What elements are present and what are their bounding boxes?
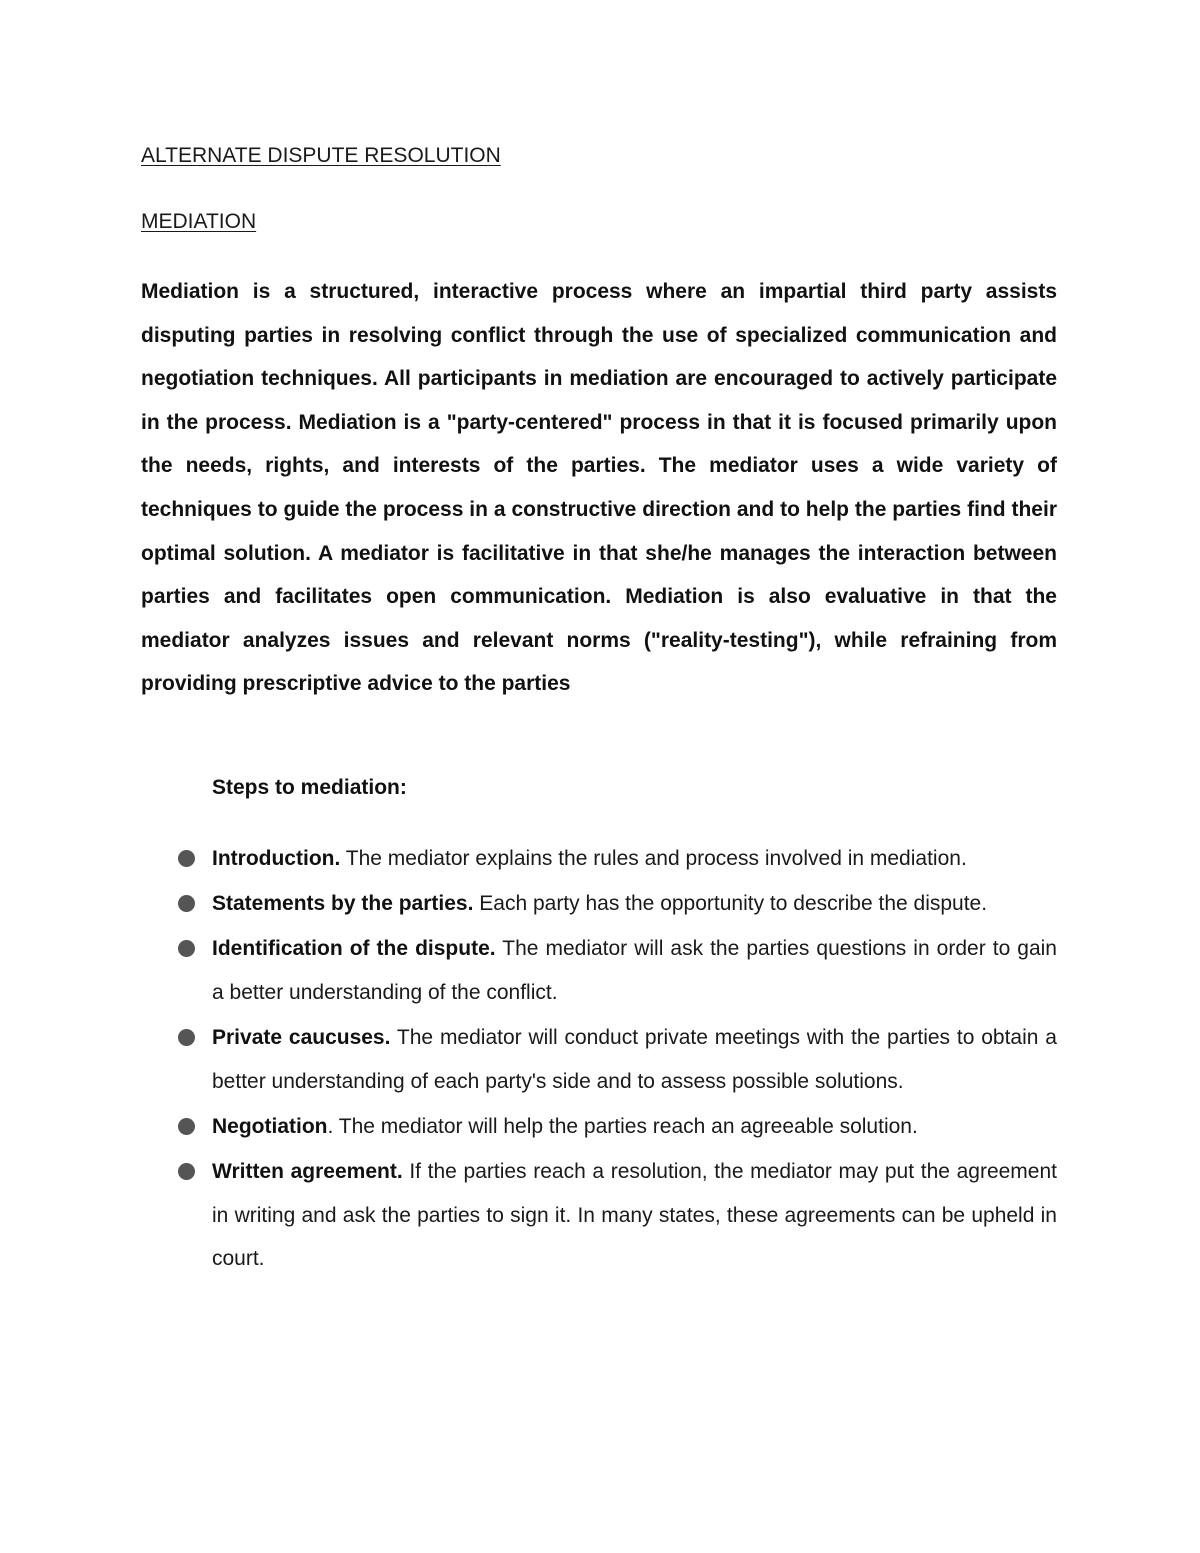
step-title: Written agreement. bbox=[212, 1160, 403, 1184]
step-title: Introduction. bbox=[212, 847, 341, 870]
step-text: The mediator will conduct private meetings with the parties to obtain a better understanding of each party's side and to assess possible solutions. bbox=[212, 1026, 1057, 1093]
steps-list bbox=[0, 837, 1200, 1283]
bullet-icon bbox=[178, 1163, 195, 1180]
bullet-icon bbox=[178, 1029, 195, 1046]
bullet-icon bbox=[178, 1118, 195, 1135]
list-item bbox=[0, 837, 1057, 881]
step-text: If the parties reach a resolution, the mediator may put the agreement in writing and ask the parties to sign it. In many states, these agreements can be upheld in court. bbox=[212, 1160, 1057, 1271]
step-title: Negotiation bbox=[212, 1114, 328, 1138]
steps-heading: Steps to mediation: bbox=[212, 776, 407, 799]
document-title: ALTERNATE DISPUTE RESOLUTION bbox=[141, 144, 501, 167]
bullet-icon bbox=[178, 895, 195, 912]
list-item bbox=[0, 927, 1057, 1014]
step-text: . The mediator will help the parties reach an agreeable solution. bbox=[327, 1114, 918, 1138]
step-title: Statements by the parties. bbox=[212, 892, 474, 916]
step-title: Private caucuses. bbox=[212, 1026, 391, 1050]
section-heading-mediation: MEDIATION bbox=[141, 210, 257, 233]
bullet-icon bbox=[178, 940, 195, 957]
step-text: Each party has the opportunity to describe the dispute. bbox=[473, 892, 988, 916]
list-item bbox=[0, 882, 1057, 926]
bullet-icon bbox=[178, 850, 195, 867]
list-item bbox=[0, 1105, 1057, 1149]
intro-paragraph: Mediation is a structured, interactive process where an impartial third party assists disputing parties in resolving conflict through the use of specialized communication and negotiation techniques. All participants in mediation are encouraged to actively participate in the process. Mediation is a "party-centered" process in that it is focused primarily upon the needs, rights, and interests of the parties. The mediator uses a wide variety of techniques to guide the process in a constructive direction and to help the parties find their optimal solution. A mediator is facilitative in that she/he manages the interaction between parties and facilitates open communication. Mediation is also evaluative in that the mediator analyzes issues and relevant norms ("reality-testing"), while refraining from providing prescriptive advice to the parties bbox=[141, 280, 1057, 696]
step-text: The mediator explains the rules and process involved in mediation. bbox=[340, 847, 967, 870]
step-title: Identification of the dispute. bbox=[212, 937, 496, 961]
list-item bbox=[0, 1016, 1057, 1103]
list-item bbox=[0, 1150, 1057, 1281]
step-text: The mediator will ask the parties questions in order to gain a better understanding of the conflict. bbox=[212, 937, 1057, 1004]
